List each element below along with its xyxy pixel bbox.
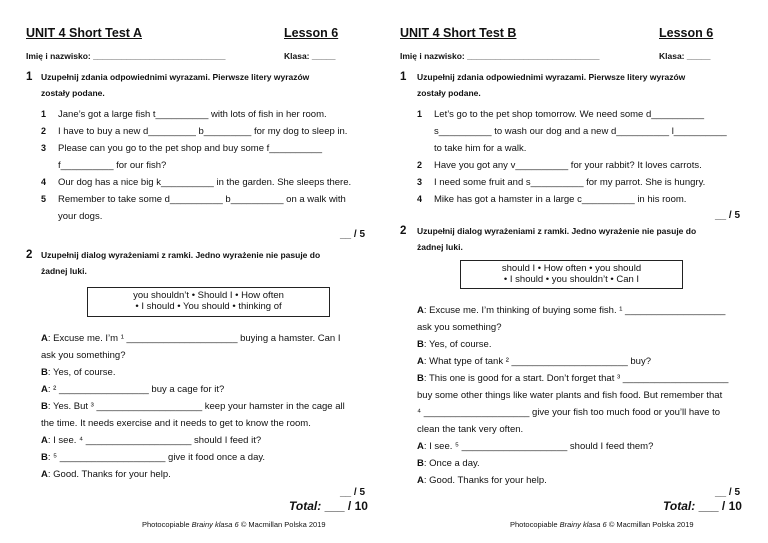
exercise-1-instruction (417, 69, 685, 101)
item-text: s__________ to wash our dog and a new d__________ l__________ (434, 126, 727, 137)
total-score (663, 499, 742, 513)
footer-book-title: Brainy klasa 6 (191, 520, 239, 529)
exercise-1-instruction-line: zostały podane. (417, 88, 481, 98)
exercise-1-score: __ / 5 (715, 210, 741, 221)
speaker-label: A (41, 469, 48, 480)
dialog-line (417, 353, 728, 370)
dialog-line (41, 398, 345, 415)
item-number: 1 (417, 109, 423, 119)
item-number: 4 (417, 194, 423, 204)
dialog (417, 302, 728, 489)
total-label: Total: (663, 499, 696, 513)
word-box-line: should I • How often • you should (501, 263, 642, 274)
dialog-line (41, 466, 345, 483)
speaker-label: A (417, 475, 424, 486)
exercise-2-number: 2 (26, 249, 33, 261)
item-text: Mike has got a hamster in a large c__________ in his room. (434, 194, 687, 205)
dialog-text: : ² _________________ buy a cage for it? (47, 384, 225, 395)
dialog-text: buy some other things like water plants and fish food. But remember that (417, 390, 723, 401)
speaker-label: B (41, 401, 48, 412)
list-item (417, 123, 727, 140)
dialog-line (417, 455, 728, 472)
word-box (460, 260, 683, 289)
exercise-2-score: __ / 5 (340, 487, 366, 498)
dialog-text: : This one is good for a start. Don’t forget that ³ ____________________ (423, 373, 729, 384)
footer-book-title: Brainy klasa 6 (559, 520, 607, 529)
exercise-1-instruction-line: Uzupełnij zdania odpowiednimi wyrazami. Pierwsze litery wyrazów (417, 72, 686, 82)
list-item (417, 174, 727, 191)
exercise-1-instruction-line: Uzupełnij zdania odpowiednimi wyrazami. Pierwsze litery wyrazów (41, 72, 310, 82)
dialog-text: : I see. ⁵ ____________________ should I feed them? (423, 441, 654, 452)
dialog-text: : Yes. But ³ ____________________ keep your hamster in the cage all (47, 401, 345, 412)
exercise-2-instruction-line: żadnej luki. (417, 242, 463, 252)
item-number: 3 (41, 143, 47, 153)
item-text: your dogs. (58, 211, 103, 222)
speaker-label: B (417, 339, 424, 350)
footer-copyright: © Macmillan Polska 2019 (238, 520, 326, 529)
list-item (417, 191, 727, 208)
dialog-text: : Excuse me. I’m ¹ _____________________ buying a hamster. Can I (47, 333, 341, 344)
footer-text: Photocopiable (142, 520, 192, 529)
total-label: Total: (289, 499, 322, 513)
dialog-line (41, 364, 345, 381)
item-text: Our dog has a nice big k__________ in the garden. She sleeps there. (58, 177, 352, 188)
speaker-label: A (417, 356, 424, 367)
dialog-line (417, 387, 728, 404)
dialog-text: : Excuse me. I’m thinking of buying some fish. ¹ ___________________ (423, 305, 726, 316)
list-item (417, 157, 727, 174)
dialog-line (417, 370, 728, 387)
dialog (41, 330, 345, 483)
word-box (87, 287, 330, 317)
exercise-1-instruction (41, 69, 309, 101)
dialog-line (417, 319, 728, 336)
dialog-text: ask you something? (417, 322, 502, 333)
dialog-line (417, 302, 728, 319)
exercise-2-instruction-line: Uzupełnij dialog wyrażeniami z ramki. Jedno wyrażenie nie pasuje do (41, 250, 321, 260)
exercise-1-number: 1 (26, 71, 33, 83)
test-a-lesson: Lesson 6 (284, 26, 339, 40)
item-text: Have you got any v__________ for your rabbit? It loves carrots. (434, 160, 702, 171)
total-score (289, 499, 368, 513)
class-field: Klasa: _____ (659, 51, 711, 61)
exercise-2-instruction (41, 247, 320, 279)
exercise-1-list (41, 106, 351, 225)
footer-copyright: © Macmillan Polska 2019 (606, 520, 694, 529)
test-a-page (26, 0, 376, 543)
exercise-2-number: 2 (400, 225, 407, 237)
word-box-line: • I should • you shouldn’t • Can I (503, 274, 640, 285)
item-number: 4 (41, 177, 47, 187)
exercise-2-instruction-line: żadnej luki. (41, 266, 87, 276)
name-field: Imię i nazwisko: ____________________________ (26, 51, 226, 61)
dialog-text: : I see. ⁴ ____________________ should I feed it? (47, 435, 262, 446)
dialog-line (41, 381, 345, 398)
dialog-line (41, 347, 345, 364)
exercise-1-score: __ / 5 (340, 229, 366, 240)
item-text: Let’s go to the pet shop tomorrow. We need some d__________ (434, 109, 705, 120)
speaker-label: B (417, 458, 424, 469)
word-box-line: you shouldn’t • Should I • How often (133, 290, 284, 301)
item-text: I have to buy a new d_________ b_________ for my dog to sleep in. (58, 126, 348, 137)
dialog-line (417, 421, 728, 438)
list-item (417, 140, 727, 157)
dialog-text: clean the tank very often. (417, 424, 524, 435)
dialog-line (417, 472, 728, 489)
exercise-2-score: __ / 5 (715, 487, 741, 498)
dialog-text: : Yes, of course. (47, 367, 116, 378)
list-item (41, 123, 351, 140)
dialog-text: : ⁵ ____________________ give it food once a day. (47, 452, 266, 463)
item-text: Jane’s got a large fish t__________ with lots of fish in her room. (58, 109, 327, 120)
dialog-line (417, 404, 728, 421)
speaker-label: B (417, 373, 424, 384)
exercise-1-list (417, 106, 727, 208)
word-box-line: • I should • You should • thinking of (135, 301, 282, 312)
speaker-label: A (417, 305, 424, 316)
item-text: I need some fruit and s__________ for my parrot. She is hungry. (434, 177, 706, 188)
dialog-line (41, 415, 345, 432)
speaker-label: B (41, 452, 48, 463)
list-item (41, 191, 351, 208)
total-value: ___ / 10 (698, 499, 742, 513)
item-number: 2 (41, 126, 47, 136)
dialog-text: : Once a day. (423, 458, 480, 469)
dialog-text: ⁴ ____________________ give your fish too much food or you’ll have to (417, 407, 721, 418)
dialog-text: : What type of tank ² ______________________ buy? (423, 356, 651, 367)
test-b-lesson: Lesson 6 (659, 26, 714, 40)
list-item (41, 174, 351, 191)
speaker-label: A (41, 384, 48, 395)
dialog-text: : Yes, of course. (423, 339, 492, 350)
total-value: ___ / 10 (324, 499, 368, 513)
exercise-1-instruction-line: zostały podane. (41, 88, 105, 98)
item-number: 5 (41, 194, 47, 204)
list-item (41, 140, 351, 157)
dialog-text: the time. It needs exercise and it needs to get to know the room. (41, 418, 311, 429)
item-text: to take him for a walk. (434, 143, 527, 154)
test-b-page (400, 0, 750, 543)
dialog-line (417, 336, 728, 353)
speaker-label: A (41, 435, 48, 446)
test-b-title: UNIT 4 Short Test B (400, 26, 517, 40)
list-item (41, 106, 351, 123)
item-text: f__________ for our fish? (58, 160, 167, 171)
dialog-line (417, 438, 728, 455)
exercise-2-instruction-line: Uzupełnij dialog wyrażeniami z ramki. Jedno wyrażenie nie pasuje do (417, 226, 697, 236)
test-a-title: UNIT 4 Short Test A (26, 26, 142, 40)
dialog-text: ask you something? (41, 350, 126, 361)
list-item (41, 157, 351, 174)
dialog-line (41, 432, 345, 449)
exercise-1-number: 1 (400, 71, 407, 83)
list-item (41, 208, 351, 225)
item-number: 3 (417, 177, 423, 187)
item-number: 2 (417, 160, 423, 170)
item-number: 1 (41, 109, 47, 119)
footer (510, 520, 694, 529)
dialog-line (41, 449, 345, 466)
dialog-line (41, 330, 345, 347)
exercise-2-instruction (417, 223, 696, 255)
footer-text: Photocopiable (510, 520, 560, 529)
class-field: Klasa: _____ (284, 51, 336, 61)
speaker-label: B (41, 367, 48, 378)
item-text: Please can you go to the pet shop and buy some f__________ (58, 143, 323, 154)
dialog-text: : Good. Thanks for your help. (423, 475, 547, 486)
speaker-label: A (41, 333, 48, 344)
name-field: Imię i nazwisko: ____________________________ (400, 51, 600, 61)
item-text: Remember to take some d__________ b__________ on a walk with (58, 194, 346, 205)
footer (142, 520, 326, 529)
speaker-label: A (417, 441, 424, 452)
list-item (417, 106, 727, 123)
dialog-text: : Good. Thanks for your help. (47, 469, 171, 480)
